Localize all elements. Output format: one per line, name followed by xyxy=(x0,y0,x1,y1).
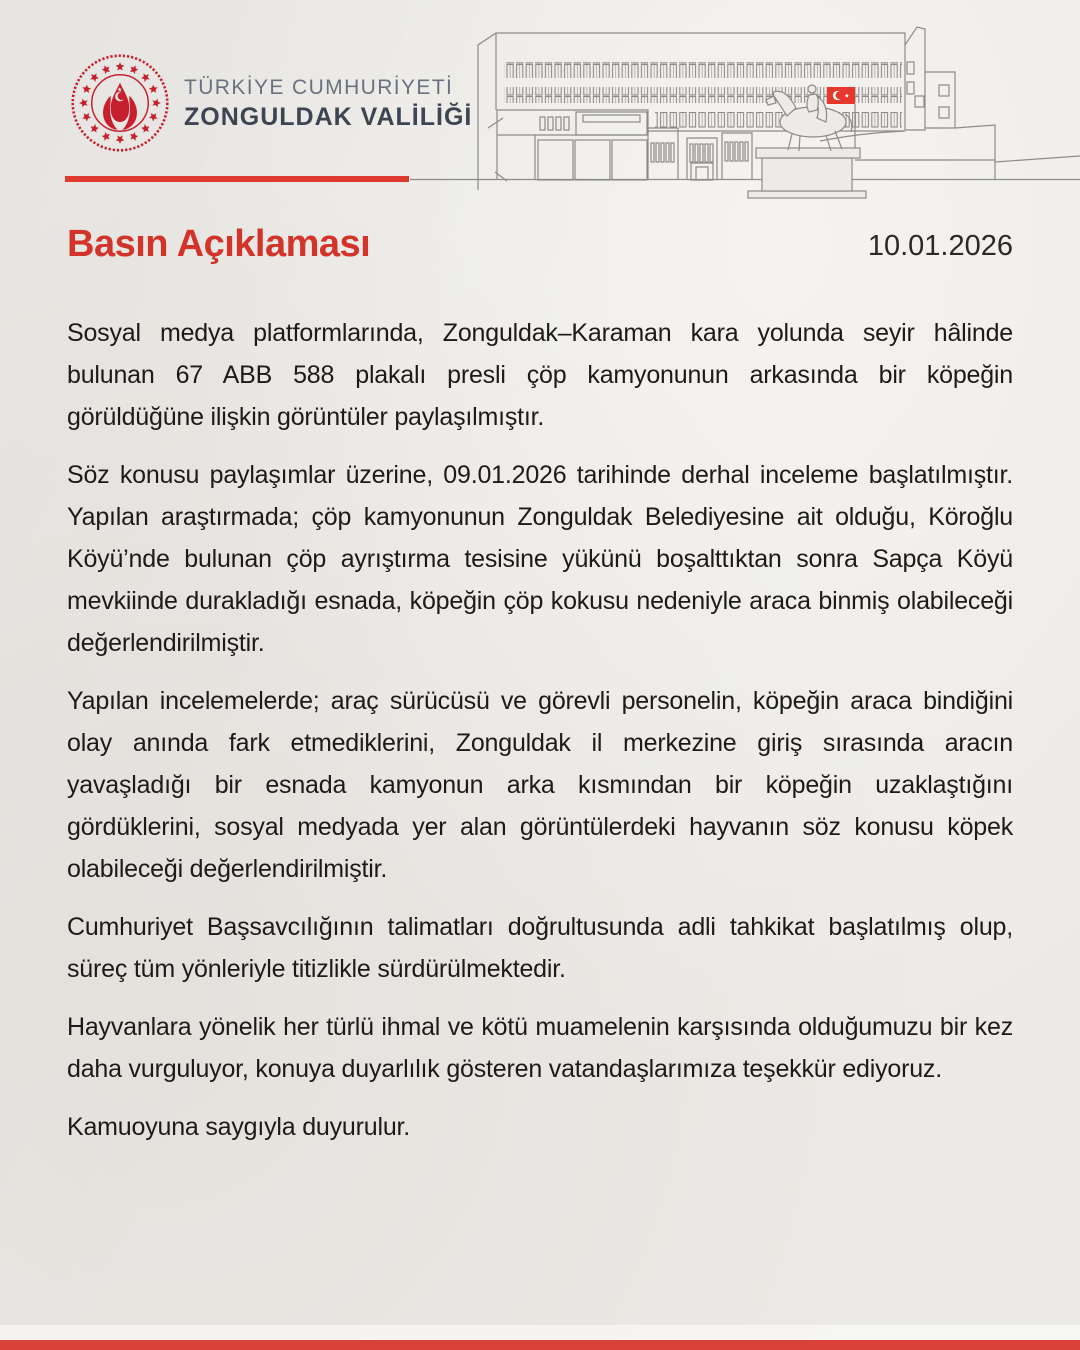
press-release-paragraph-4: Cumhuriyet Başsavcılığının talimatları doğrultusunda adli tahkikat başlatılmış olup, süreç tüm yönleriyle titizlikle sürdürülmektedir. xyxy=(67,913,1013,983)
press-release-paragraph-2: Söz konusu paylaşımlar üzerine, 09.01.2026 tarihinde derhal inceleme başlatılmıştır. Yapılan araştırmada; çöp kamyonunun Zonguldak Belediyesine ait olduğu, Köroğlu Köyü’nde bulunan çöp ayrıştırma tesisine yükünü boşalttıktan sonra Sapça Köyü mevkiinde durakladığı esnada, köpeğin çöp kokusu nedeniyle araca binmiş olabileceği değerlendirilmiştir. xyxy=(67,461,1013,657)
press-release-body xyxy=(67,224,1013,1164)
header-red-divider xyxy=(65,176,409,182)
low-annex-blocks xyxy=(648,128,752,180)
turkish-government-emblem-icon xyxy=(69,52,171,154)
org-governorship-line: ZONGULDAK VALİLİĞİ xyxy=(184,103,473,131)
footer-light-strip xyxy=(0,1325,1080,1340)
paragraphs-container xyxy=(67,312,1013,1148)
emblem-tulip-crescent xyxy=(103,83,137,130)
government-building-illustration xyxy=(410,0,1080,200)
title-row xyxy=(67,224,1013,264)
release-date: 10.01.2026 xyxy=(867,230,1013,262)
press-release-paragraph-3: Yapılan incelemelerde; araç sürücüsü ve görevli personelin, köpeğin araca bindiğini olay anında fark etmediklerini, Zonguldak il merkezine giriş sırasında aracın yavaşladığı bir esnada kamyonun arka kısmından bir köpeğin uzaklaştığını gördüklerini, sosyal medyada yer alan görüntülerdeki hayvanın söz konusu köpek olabileceği değerlendirilmiştir. xyxy=(67,687,1013,883)
page-title: Basın Açıklaması xyxy=(67,223,371,265)
entrance-wing xyxy=(488,110,648,181)
footer-red-bar xyxy=(0,1340,1080,1350)
press-release-closing-line: Kamuoyuna saygıyla duyurulur. xyxy=(67,1113,411,1141)
press-release-paragraph-1: Sosyal medya platformlarında, Zonguldak–Karaman kara yolunda seyir hâlinde bulunan 67 ABB 588 plakalı presli çöp kamyonunun arkasında bir köpeğin görüldüğüne ilişkin görüntüler paylaşılmıştır. xyxy=(67,319,1013,431)
org-country-line: TÜRKİYE CUMHURİYETİ xyxy=(184,76,454,99)
press-release-paragraph-5: Hayvanlara yönelik her türlü ihmal ve kötü muamelenin karşısında olduğumuzu bir kez daha vurguluyor, konuya duyarlılık gösteren vatandaşlarımıza teşekkür ediyoruz. xyxy=(67,1013,1013,1083)
